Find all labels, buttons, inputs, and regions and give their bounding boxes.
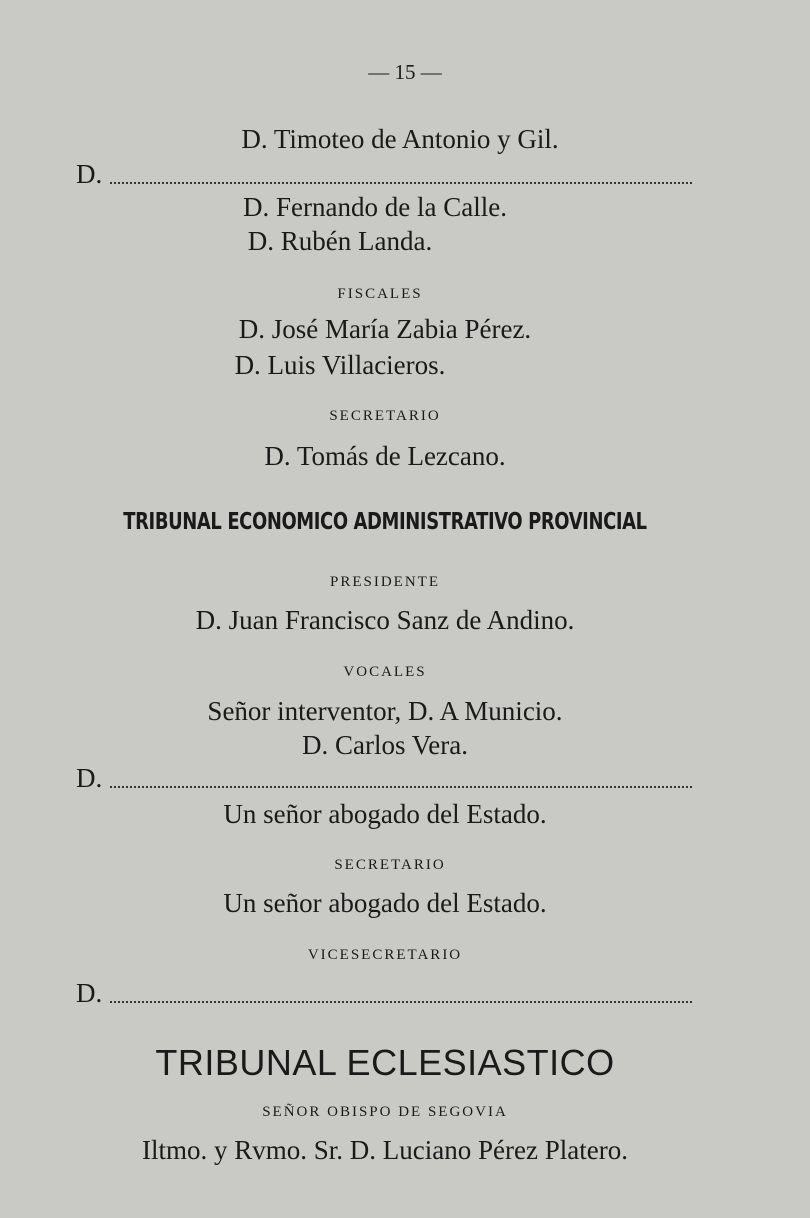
blank-entry-prefix: D. (76, 159, 103, 189)
page-number: — 15 — (368, 60, 442, 84)
vicesecretario-label: VICESECRETARIO (307, 947, 463, 963)
secretario-abogado: Un señor abogado del Estado. (223, 888, 547, 918)
fiscal-luis: D. Luis Villacieros. (234, 350, 446, 380)
dotted-leader (110, 786, 692, 788)
blank-entry-prefix: D. (76, 763, 103, 793)
fiscales-label: FISCALES (337, 286, 423, 302)
vocales-label: VOCALES (343, 664, 427, 680)
section-title-economico: TRIBUNAL ECONOMICO ADMINISTRATIVO PROVINCIAL (123, 509, 647, 535)
vocal-carlos: D. Carlos Vera. (302, 730, 468, 760)
obispo-luciano: Iltmo. y Rvmo. Sr. D. Luciano Pérez Platero. (142, 1135, 628, 1165)
secretario-label-1: SECRETARIO (329, 408, 441, 424)
member-fernando: D. Fernando de la Calle. (243, 192, 507, 222)
blank-entry-prefix: D. (76, 978, 103, 1008)
member-ruben: D. Rubén Landa. (247, 226, 433, 256)
presidente-juan: D. Juan Francisco Sanz de Andino. (195, 605, 575, 635)
dotted-leader (110, 1001, 692, 1003)
vocal-abogado: Un señor abogado del Estado. (223, 799, 547, 829)
blank-entry-2 (76, 764, 692, 794)
section-title-eclesiastico: TRIBUNAL ECLESIASTICO (155, 1042, 615, 1083)
obispo-label: SEÑOR OBISPO DE SEGOVIA (262, 1104, 508, 1120)
blank-entry-3 (76, 979, 692, 1009)
secretario-label-2: SECRETARIO (334, 857, 446, 873)
member-timoteo: D. Timoteo de Antonio y Gil. (241, 124, 559, 154)
presidente-label: PRESIDENTE (330, 574, 440, 590)
fiscal-jose-maria: D. José María Zabia Pérez. (238, 314, 532, 344)
dotted-leader (110, 182, 692, 184)
vocal-interventor: Señor interventor, D. A Municio. (207, 696, 563, 726)
secretario-tomas: D. Tomás de Lezcano. (264, 441, 506, 471)
blank-entry-1 (76, 160, 692, 190)
